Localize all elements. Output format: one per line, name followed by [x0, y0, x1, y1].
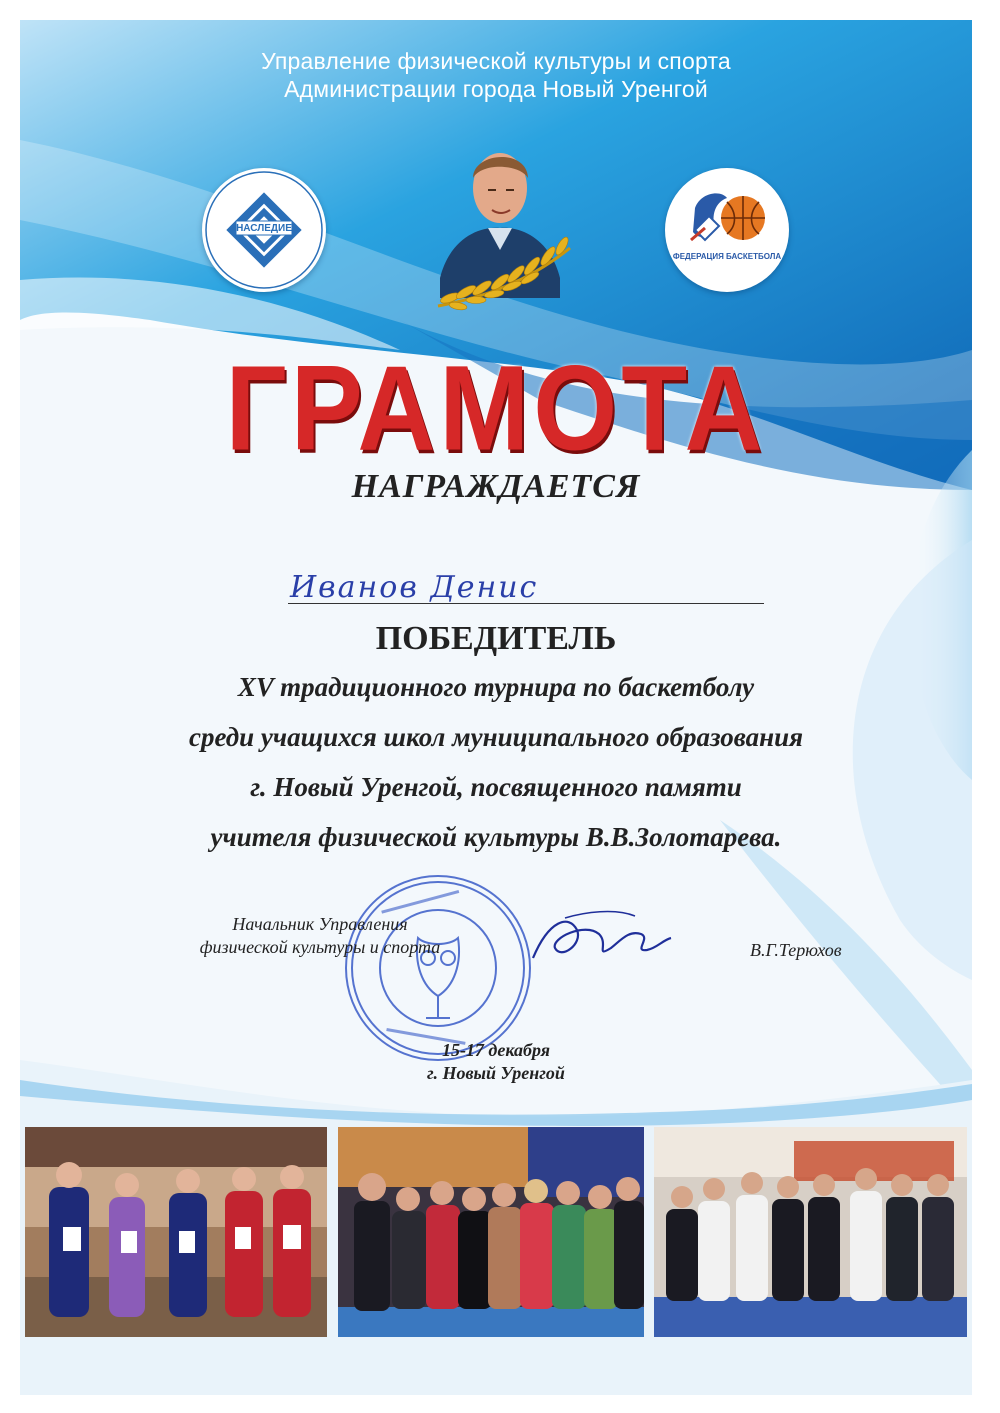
nasledie-logo-word: НАСЛЕДИЕ — [236, 223, 292, 234]
description-line-1: XV традиционного турнира по баскетболу — [237, 672, 755, 702]
certificate-title: ГРАМОТА — [225, 339, 767, 476]
event-city: г. Новый Уренгой — [427, 1063, 565, 1083]
photo-girls-team — [25, 1127, 327, 1337]
basketball-federation-word: ФЕДЕРАЦИЯ БАСКЕТБОЛА — [672, 252, 782, 261]
signatory-position — [170, 913, 470, 959]
awarded-heading: НАГРАЖДАЕТСЯ — [351, 468, 641, 505]
description-line-3: г. Новый Уренгой, посвященного памяти — [250, 772, 742, 802]
basketball-federation-logo-icon — [665, 168, 789, 292]
official-stamp-icon — [338, 868, 538, 1068]
description-line-4: учителя физической культуры В.В.Золотарева. — [210, 822, 782, 852]
photo-group-adults — [338, 1127, 644, 1337]
signatory-position-line-2: физической культуры и спорта — [199, 937, 441, 957]
signatory-name: В.Г.Терюхов — [750, 940, 842, 960]
signatory-position-line-1: Начальник Управления — [232, 914, 408, 934]
recipient-name: Иванов Денис — [290, 570, 539, 605]
nasledie-logo-icon — [202, 168, 326, 292]
description-line-2: среди учащихся школ муниципального образования — [188, 722, 804, 752]
photo-boys-team — [654, 1127, 967, 1337]
signature-icon — [525, 900, 675, 980]
header-line-2: Администрации города Новый Уренгой — [284, 76, 708, 102]
recipient-underline — [288, 603, 764, 604]
header-line-1: Управление физической культуры и спорта — [261, 48, 731, 74]
certificate-sheet — [20, 20, 972, 1395]
portrait-with-laurel-icon — [410, 128, 590, 318]
winner-heading: ПОБЕДИТЕЛЬ — [375, 620, 617, 657]
event-dates: 15-17 декабря — [441, 1040, 551, 1060]
